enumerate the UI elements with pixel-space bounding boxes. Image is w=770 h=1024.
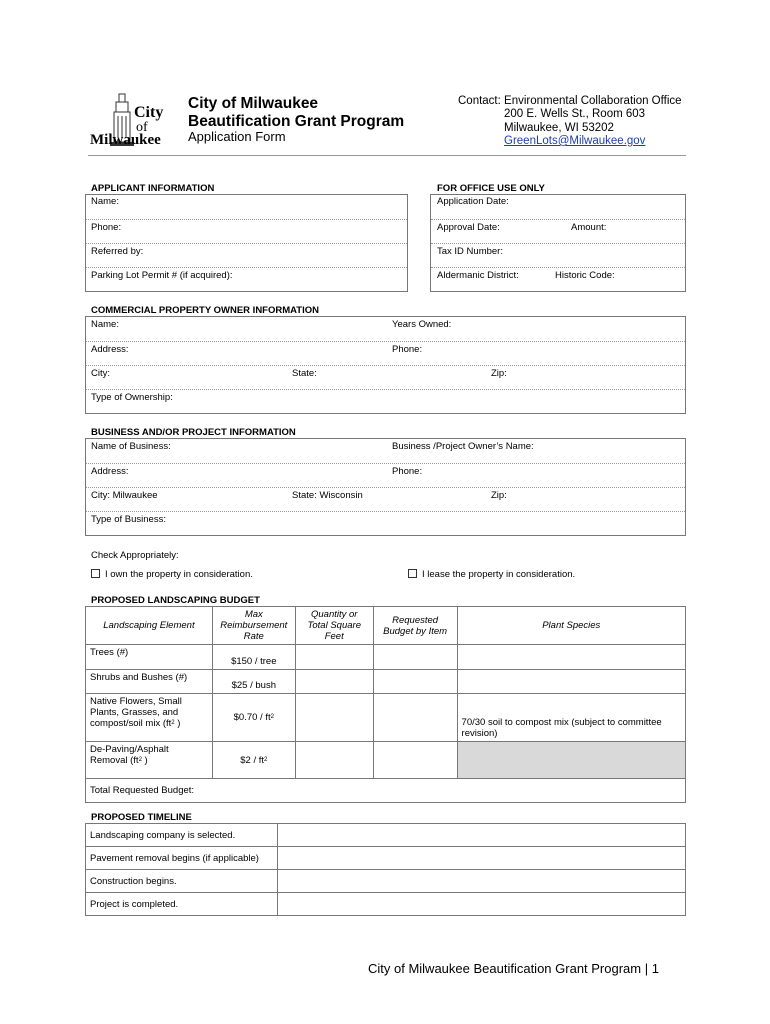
timeline-date-cell[interactable] — [277, 870, 685, 893]
trees-species-cell[interactable] — [457, 645, 685, 670]
timeline-date-cell[interactable] — [277, 824, 685, 847]
logo-of: of — [136, 120, 148, 135]
shrubs-rate: $25 / bush — [212, 670, 295, 694]
lease-property-option[interactable] — [408, 569, 575, 580]
table-row — [86, 870, 686, 893]
business-state-field[interactable]: State: Wisconsin — [292, 490, 363, 501]
owner-zip-field[interactable]: Zip: — [491, 368, 507, 379]
table-row — [86, 742, 686, 779]
approval-date-field[interactable]: Approval Date: — [437, 222, 500, 233]
native-qty-cell[interactable] — [295, 694, 373, 742]
business-zip-field[interactable]: Zip: — [491, 490, 507, 501]
timeline-heading: PROPOSED TIMELINE — [91, 812, 192, 823]
title-line2: Beautification Grant Program — [188, 113, 405, 130]
applicant-box — [85, 194, 408, 292]
native-rate: $0.70 / $ft^2$ — [212, 694, 295, 742]
business-address-field[interactable]: Address: — [91, 466, 129, 477]
check-label: Check Appropriately: — [91, 550, 179, 561]
timeline-table — [85, 823, 686, 916]
lease-label: I lease the property in consideration. — [422, 569, 576, 580]
amount-field[interactable]: Amount: — [571, 222, 607, 233]
business-heading: BUSINESS AND/OR PROJECT INFORMATION — [91, 427, 296, 438]
paving-rate: $2 / $ft^2$ — [212, 742, 295, 779]
applicant-heading: APPLICANT INFORMATION — [91, 183, 215, 194]
native-label: Native Flowers, Small Plants, Grasses, and compost/soil mix ($ft^2$ ) — [86, 694, 213, 742]
office-box — [430, 194, 686, 292]
table-row — [86, 779, 686, 803]
budget-heading: PROPOSED LANDSCAPING BUDGET — [91, 595, 260, 606]
col-max-rate: Max Reimbursement Rate — [212, 607, 295, 645]
native-note: 70/30 soil to compost mix (subject to committee revision) — [457, 694, 685, 742]
paving-label: De-Paving/Asphalt Removal ($ft^2$ ) — [86, 742, 213, 779]
timeline-date-cell[interactable] — [277, 847, 685, 870]
owner-phone-field[interactable]: Phone: — [392, 344, 423, 355]
table-row — [86, 824, 686, 847]
office-heading: FOR OFFICE USE ONLY — [437, 183, 545, 194]
business-name-field[interactable]: Name of Business: — [91, 441, 171, 452]
paving-requested-cell[interactable] — [373, 742, 457, 779]
subtitle: Application Form — [188, 129, 286, 144]
contact-address2: Milwaukee, WI 53202 — [504, 122, 614, 134]
col-species: Plant Species — [457, 607, 685, 645]
years-owned-field[interactable]: Years Owned: — [392, 319, 452, 330]
lease-checkbox[interactable] — [408, 569, 417, 578]
business-phone-field[interactable]: Phone: — [392, 466, 423, 477]
owner-box — [85, 316, 686, 414]
total-budget-field[interactable]: Total Requested Budget: — [86, 779, 686, 803]
timeline-item: Landscaping company is selected. — [86, 824, 278, 847]
city-logo — [90, 92, 168, 148]
header-divider — [88, 155, 686, 156]
owner-heading: COMMERCIAL PROPERTY OWNER INFORMATION — [91, 305, 319, 316]
owner-address-field[interactable]: Address: — [91, 344, 129, 355]
aldermanic-district-field[interactable]: Aldermanic District: — [437, 270, 519, 281]
historic-code-field[interactable]: Historic Code: — [555, 270, 615, 281]
table-row — [86, 645, 686, 670]
shrubs-qty-cell[interactable] — [295, 670, 373, 694]
business-box — [85, 438, 686, 536]
paving-species-cell — [457, 742, 685, 779]
business-city-field[interactable]: City: Milwaukee — [91, 490, 158, 501]
owner-name-field[interactable]: Name: — [91, 319, 119, 330]
timeline-date-cell[interactable] — [277, 893, 685, 916]
trees-label: Trees (#) — [86, 645, 213, 670]
paving-qty-cell[interactable] — [295, 742, 373, 779]
budget-table — [85, 606, 686, 803]
timeline-item: Pavement removal begins (if applicable) — [86, 847, 278, 870]
parking-permit-field[interactable]: Parking Lot Permit # (if acquired): — [91, 270, 233, 281]
own-label: I own the property in consideration. — [105, 569, 253, 580]
table-row — [86, 847, 686, 870]
tax-id-field[interactable]: Tax ID Number: — [437, 246, 503, 257]
owner-state-field[interactable]: State: — [292, 368, 317, 379]
referred-by-field[interactable]: Referred by: — [91, 246, 144, 257]
col-element: Landscaping Element — [86, 607, 213, 645]
contact-address1: 200 E. Wells St., Room 603 — [504, 108, 646, 120]
title-line1: City of Milwaukee — [188, 95, 319, 112]
table-row — [86, 694, 686, 742]
applicant-phone-field[interactable]: Phone: — [91, 222, 122, 233]
trees-requested-cell[interactable] — [373, 645, 457, 670]
col-requested: Requested Budget by Item — [373, 607, 457, 645]
native-requested-cell[interactable] — [373, 694, 457, 742]
table-row — [86, 670, 686, 694]
own-checkbox[interactable] — [91, 569, 100, 578]
contact-label: Contact: Environmental Collaboration Office — [458, 95, 682, 107]
trees-qty-cell[interactable] — [295, 645, 373, 670]
shrubs-label: Shrubs and Bushes (#) — [86, 670, 213, 694]
shrubs-requested-cell[interactable] — [373, 670, 457, 694]
ownership-type-field[interactable]: Type of Ownership: — [91, 392, 173, 403]
table-row — [86, 893, 686, 916]
business-type-field[interactable]: Type of Business: — [91, 514, 166, 525]
trees-rate: $150 / tree — [212, 645, 295, 670]
project-owner-name-field[interactable]: Business /Project Owner’s Name: — [392, 441, 534, 452]
timeline-item: Project is completed. — [86, 893, 278, 916]
page-footer: City of Milwaukee Beautification Grant Program | 1 — [368, 961, 659, 976]
own-property-option[interactable] — [91, 569, 253, 580]
logo-city: City — [134, 104, 164, 121]
applicant-name-field[interactable]: Name: — [91, 196, 119, 207]
shrubs-species-cell[interactable] — [457, 670, 685, 694]
owner-city-field[interactable]: City: — [91, 368, 110, 379]
contact-email[interactable]: GreenLots@Milwaukee.gov — [504, 135, 646, 147]
application-date-field[interactable]: Application Date: — [437, 196, 509, 207]
col-quantity: Quantity or Total Square Feet — [295, 607, 373, 645]
logo-milwaukee: Milwaukee — [90, 132, 161, 148]
timeline-item: Construction begins. — [86, 870, 278, 893]
